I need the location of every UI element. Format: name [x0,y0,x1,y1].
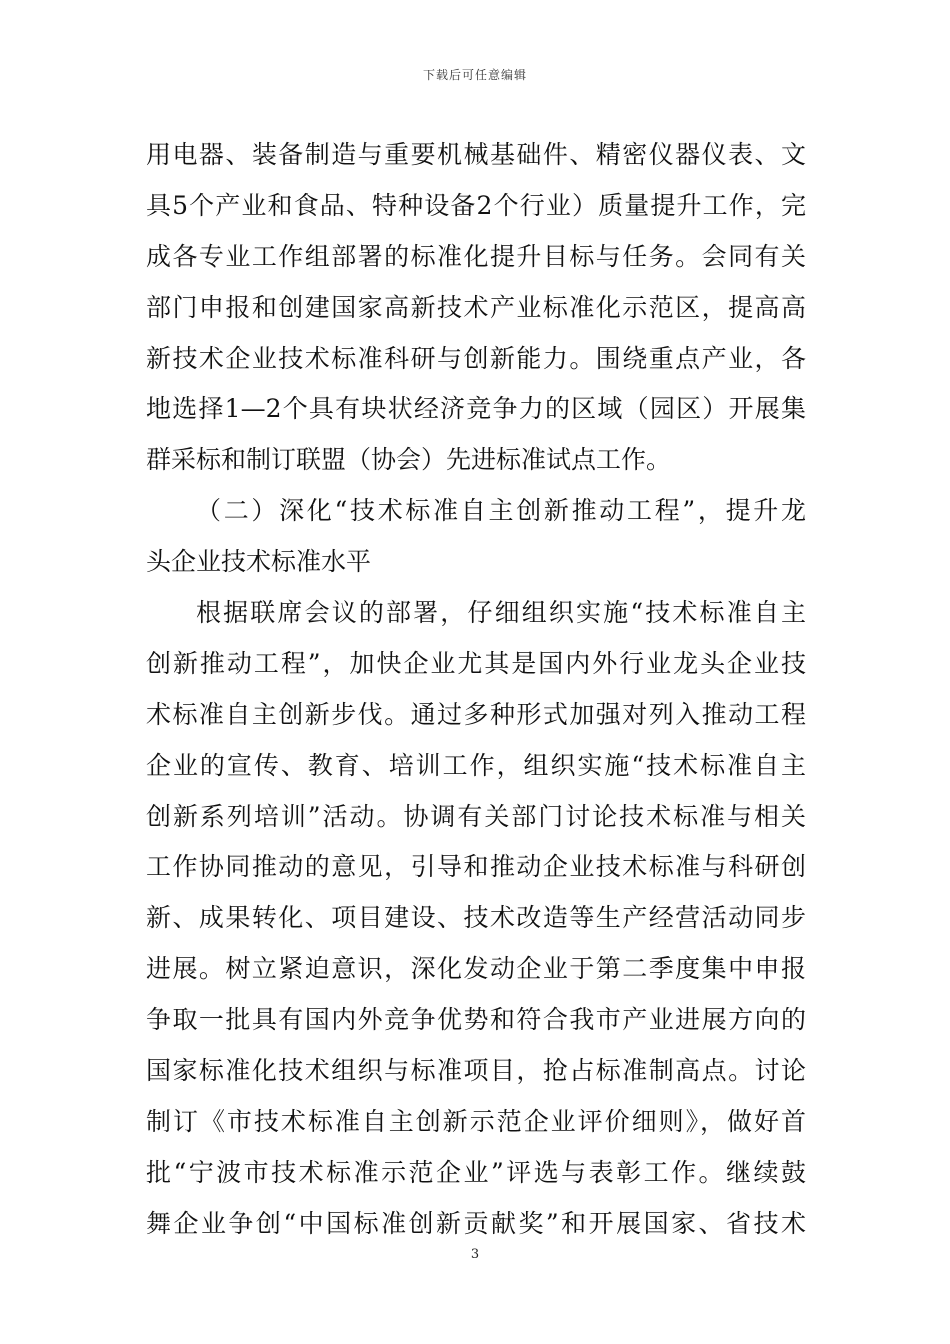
paragraph-line: 创新系列培训”活动。协调有关部门讨论技术标准与相关 [146,801,806,831]
paragraph-line: 企业的宣传、教育、培训工作，组织实施“技术标准自主 [146,750,806,780]
paragraph-line: 具5个产业和食品、特种设备2个行业）质量提升工作，完 [146,190,806,220]
page-number: 3 [470,1247,480,1262]
paragraph-line: 创新推动工程”，加快企业尤其是国内外行业龙头企业技 [146,648,806,678]
paragraph-line: 新、成果转化、项目建设、技术改造等生产经营活动同步 [146,903,806,933]
paragraph-line: 成各专业工作组部署的标准化提升目标与任务。会同有关 [146,241,806,271]
paragraph-line: 国家标准化技术组织与标准项目，抢占标准制高点。讨论 [146,1056,806,1086]
section-heading-line: 头企业技术标准水平 [146,547,372,577]
paragraph-line: 新技术企业技术标准科研与创新能力。围绕重点产业，各 [146,343,806,373]
paragraph-line: 争取一批具有国内外竞争优势和符合我市产业进展方向的 [146,1005,806,1035]
paragraph-line: 工作协同推动的意见，引导和推动企业技术标准与科研创 [146,852,806,882]
paragraph-line: 用电器、装备制造与重要机械基础件、精密仪器仪表、文 [146,140,806,169]
paragraph-line: 根据联席会议的部署，仔细组织实施“技术标准自主 [196,598,806,628]
page-header: 下载后可任意编辑 [422,68,527,82]
paragraph-line: 术标准自主创新步伐。通过多种形式加强对列入推动工程 [146,699,806,729]
document-body [146,130,806,1250]
paragraph-line: 批“宁波市技术标准示范企业”评选与表彰工作。继续鼓 [146,1157,806,1187]
paragraph-line: 部门申报和创建国家高新技术产业标准化示范区，提高高 [146,292,806,322]
paragraph-line: 制订《市技术标准自主创新示范企业评价细则》，做好首 [146,1106,806,1136]
section-heading-line: （二）深化“技术标准自主创新推动工程”，提升龙 [196,496,806,526]
paragraph-line: 群采标和制订联盟（协会）先进标准试点工作。 [146,445,672,475]
paragraph-line: 舞企业争创“中国标准创新贡献奖”和开展国家、省技术 [146,1208,806,1238]
paragraph-line: 进展。树立紧迫意识，深化发动企业于第二季度集中申报 [146,954,806,984]
paragraph-line: 地选择1—2个具有块状经济竞争力的区域（园区）开展集 [146,394,806,424]
